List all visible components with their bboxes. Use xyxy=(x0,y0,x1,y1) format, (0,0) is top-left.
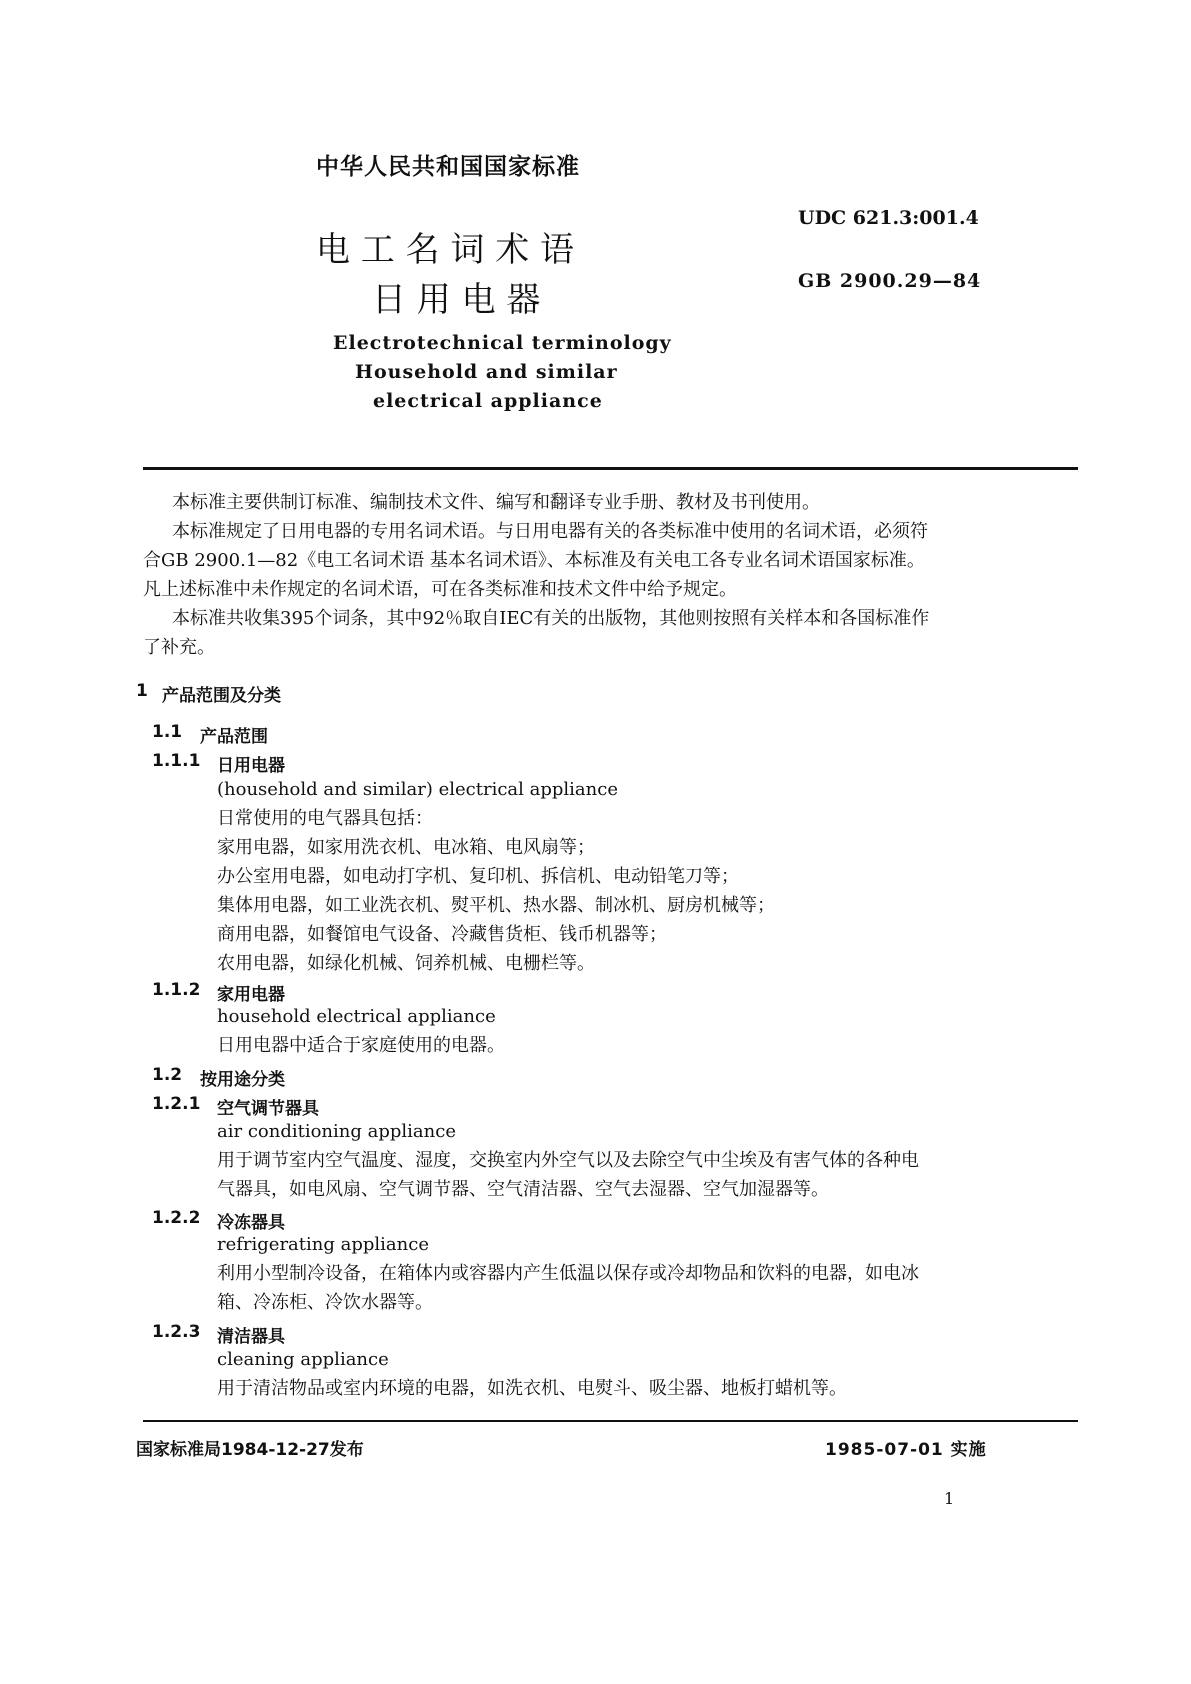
section-1-2-1-definition-line1: 用于调节室内空气温度、湿度，交换室内外空气以及去除空气中尘埃及有害气体的各种电 xyxy=(217,1150,919,1171)
section-1-2-title: 按用途分类 xyxy=(200,1070,285,1090)
section-1-1-1-title: 日用电器 xyxy=(217,756,285,776)
intro-paragraph-2-line2: 合GB 2900.1—82《电工名词术语 基本名词术语》、本标准及有关电工各专业名词术语国家标准。 xyxy=(143,550,925,571)
list-item: 商用电器，如餐馆电气设备、冷藏售货柜、钱币机器等； xyxy=(217,924,667,945)
section-1-2-3-number: 1.2.3 xyxy=(152,1322,201,1342)
section-1-1-1-definition: 日常使用的电气器具包括： xyxy=(217,808,433,829)
section-1-2-1-title: 空气调节器具 xyxy=(217,1099,319,1119)
section-1-1-2-definition: 日用电器中适合于家庭使用的电器。 xyxy=(217,1035,505,1056)
list-item: 农用电器，如绿化机械、饲养机械、电栅栏等。 xyxy=(217,953,595,974)
section-1-1-2-number: 1.1.2 xyxy=(152,980,201,1000)
effective-date: 1985-07-01 实施 xyxy=(825,1440,987,1460)
en-title-line1: Electrotechnical terminology xyxy=(333,332,672,354)
gb-code: GB 2900.29—84 xyxy=(798,270,982,292)
section-1-2-1-english-term: air conditioning appliance xyxy=(217,1121,456,1142)
standard-type: 中华人民共和国国家标准 xyxy=(316,154,580,180)
issue-date: 国家标准局1984-12-27发布 xyxy=(136,1440,364,1460)
section-1-title: 产品范围及分类 xyxy=(162,686,281,706)
section-1-2-3-title: 清洁器具 xyxy=(217,1327,285,1347)
section-1-2-3-definition: 用于清洁物品或室内环境的电器，如洗衣机、电熨斗、吸尘器、地板打蜡机等。 xyxy=(217,1378,847,1399)
section-1-1-number: 1.1 xyxy=(152,722,183,742)
intro-paragraph-3-line2: 了补充。 xyxy=(143,637,215,658)
intro-paragraph-3-line1: 本标准共收集395个词条，其中92％取自IEC有关的出版物，其他则按照有关样本和各国标准作 xyxy=(172,608,930,629)
section-1-2-2-definition-line2: 箱、冷冻柜、冷饮水器等。 xyxy=(217,1292,433,1313)
intro-paragraph-1: 本标准主要供制订标准、编制技术文件、编写和翻译专业手册、教材及书刊使用。 xyxy=(172,492,820,513)
header-rule xyxy=(143,467,1078,470)
section-1-1-1-number: 1.1.1 xyxy=(152,751,201,771)
list-item: 家用电器，如家用洗衣机、电冰箱、电风扇等； xyxy=(217,837,595,858)
section-1-2-1-number: 1.2.1 xyxy=(152,1094,201,1114)
en-title-line2: Household and similar xyxy=(355,361,618,383)
section-1-2-1-definition-line2: 气器具，如电风扇、空气调节器、空气清洁器、空气去湿器、空气加湿器等。 xyxy=(217,1179,829,1200)
section-1-1-2-english-term: household electrical appliance xyxy=(217,1006,496,1027)
en-title-line3: electrical appliance xyxy=(373,390,603,412)
intro-paragraph-2-line1: 本标准规定了日用电器的专用名词术语。与日用电器有关的各类标准中使用的名词术语，必须符 xyxy=(172,521,928,542)
footer-rule xyxy=(143,1420,1078,1422)
section-1-2-3-english-term: cleaning appliance xyxy=(217,1349,389,1370)
title-line1: 电 工 名 词 术 语 xyxy=(316,230,575,270)
page-number: 1 xyxy=(944,1489,955,1508)
section-1-1-2-title: 家用电器 xyxy=(217,985,285,1005)
list-item: 办公室用电器，如电动打字机、复印机、拆信机、电动铅笔刀等； xyxy=(217,866,739,887)
title-line2: 日 用 电 器 xyxy=(372,280,541,320)
intro-paragraph-2-line3: 凡上述标准中未作规定的名词术语，可在各类标准和技术文件中给予规定。 xyxy=(143,579,737,600)
list-item: 集体用电器，如工业洗衣机、熨平机、热水器、制冰机、厨房机械等； xyxy=(217,895,775,916)
section-1-2-2-english-term: refrigerating appliance xyxy=(217,1234,429,1255)
section-1-2-2-definition-line1: 利用小型制冷设备，在箱体内或容器内产生低温以保存或冷却物品和饮料的电器，如电冰 xyxy=(217,1263,919,1284)
udc-code: UDC 621.3:001.4 xyxy=(798,207,979,229)
section-1-2-2-title: 冷冻器具 xyxy=(217,1213,285,1233)
section-1-1-1-english-term: (household and similar) electrical appliance xyxy=(217,779,618,800)
section-1-2-number: 1.2 xyxy=(152,1065,183,1085)
section-1-number: 1 xyxy=(136,681,148,701)
section-1-1-title: 产品范围 xyxy=(200,727,268,747)
section-1-2-2-number: 1.2.2 xyxy=(152,1208,201,1228)
